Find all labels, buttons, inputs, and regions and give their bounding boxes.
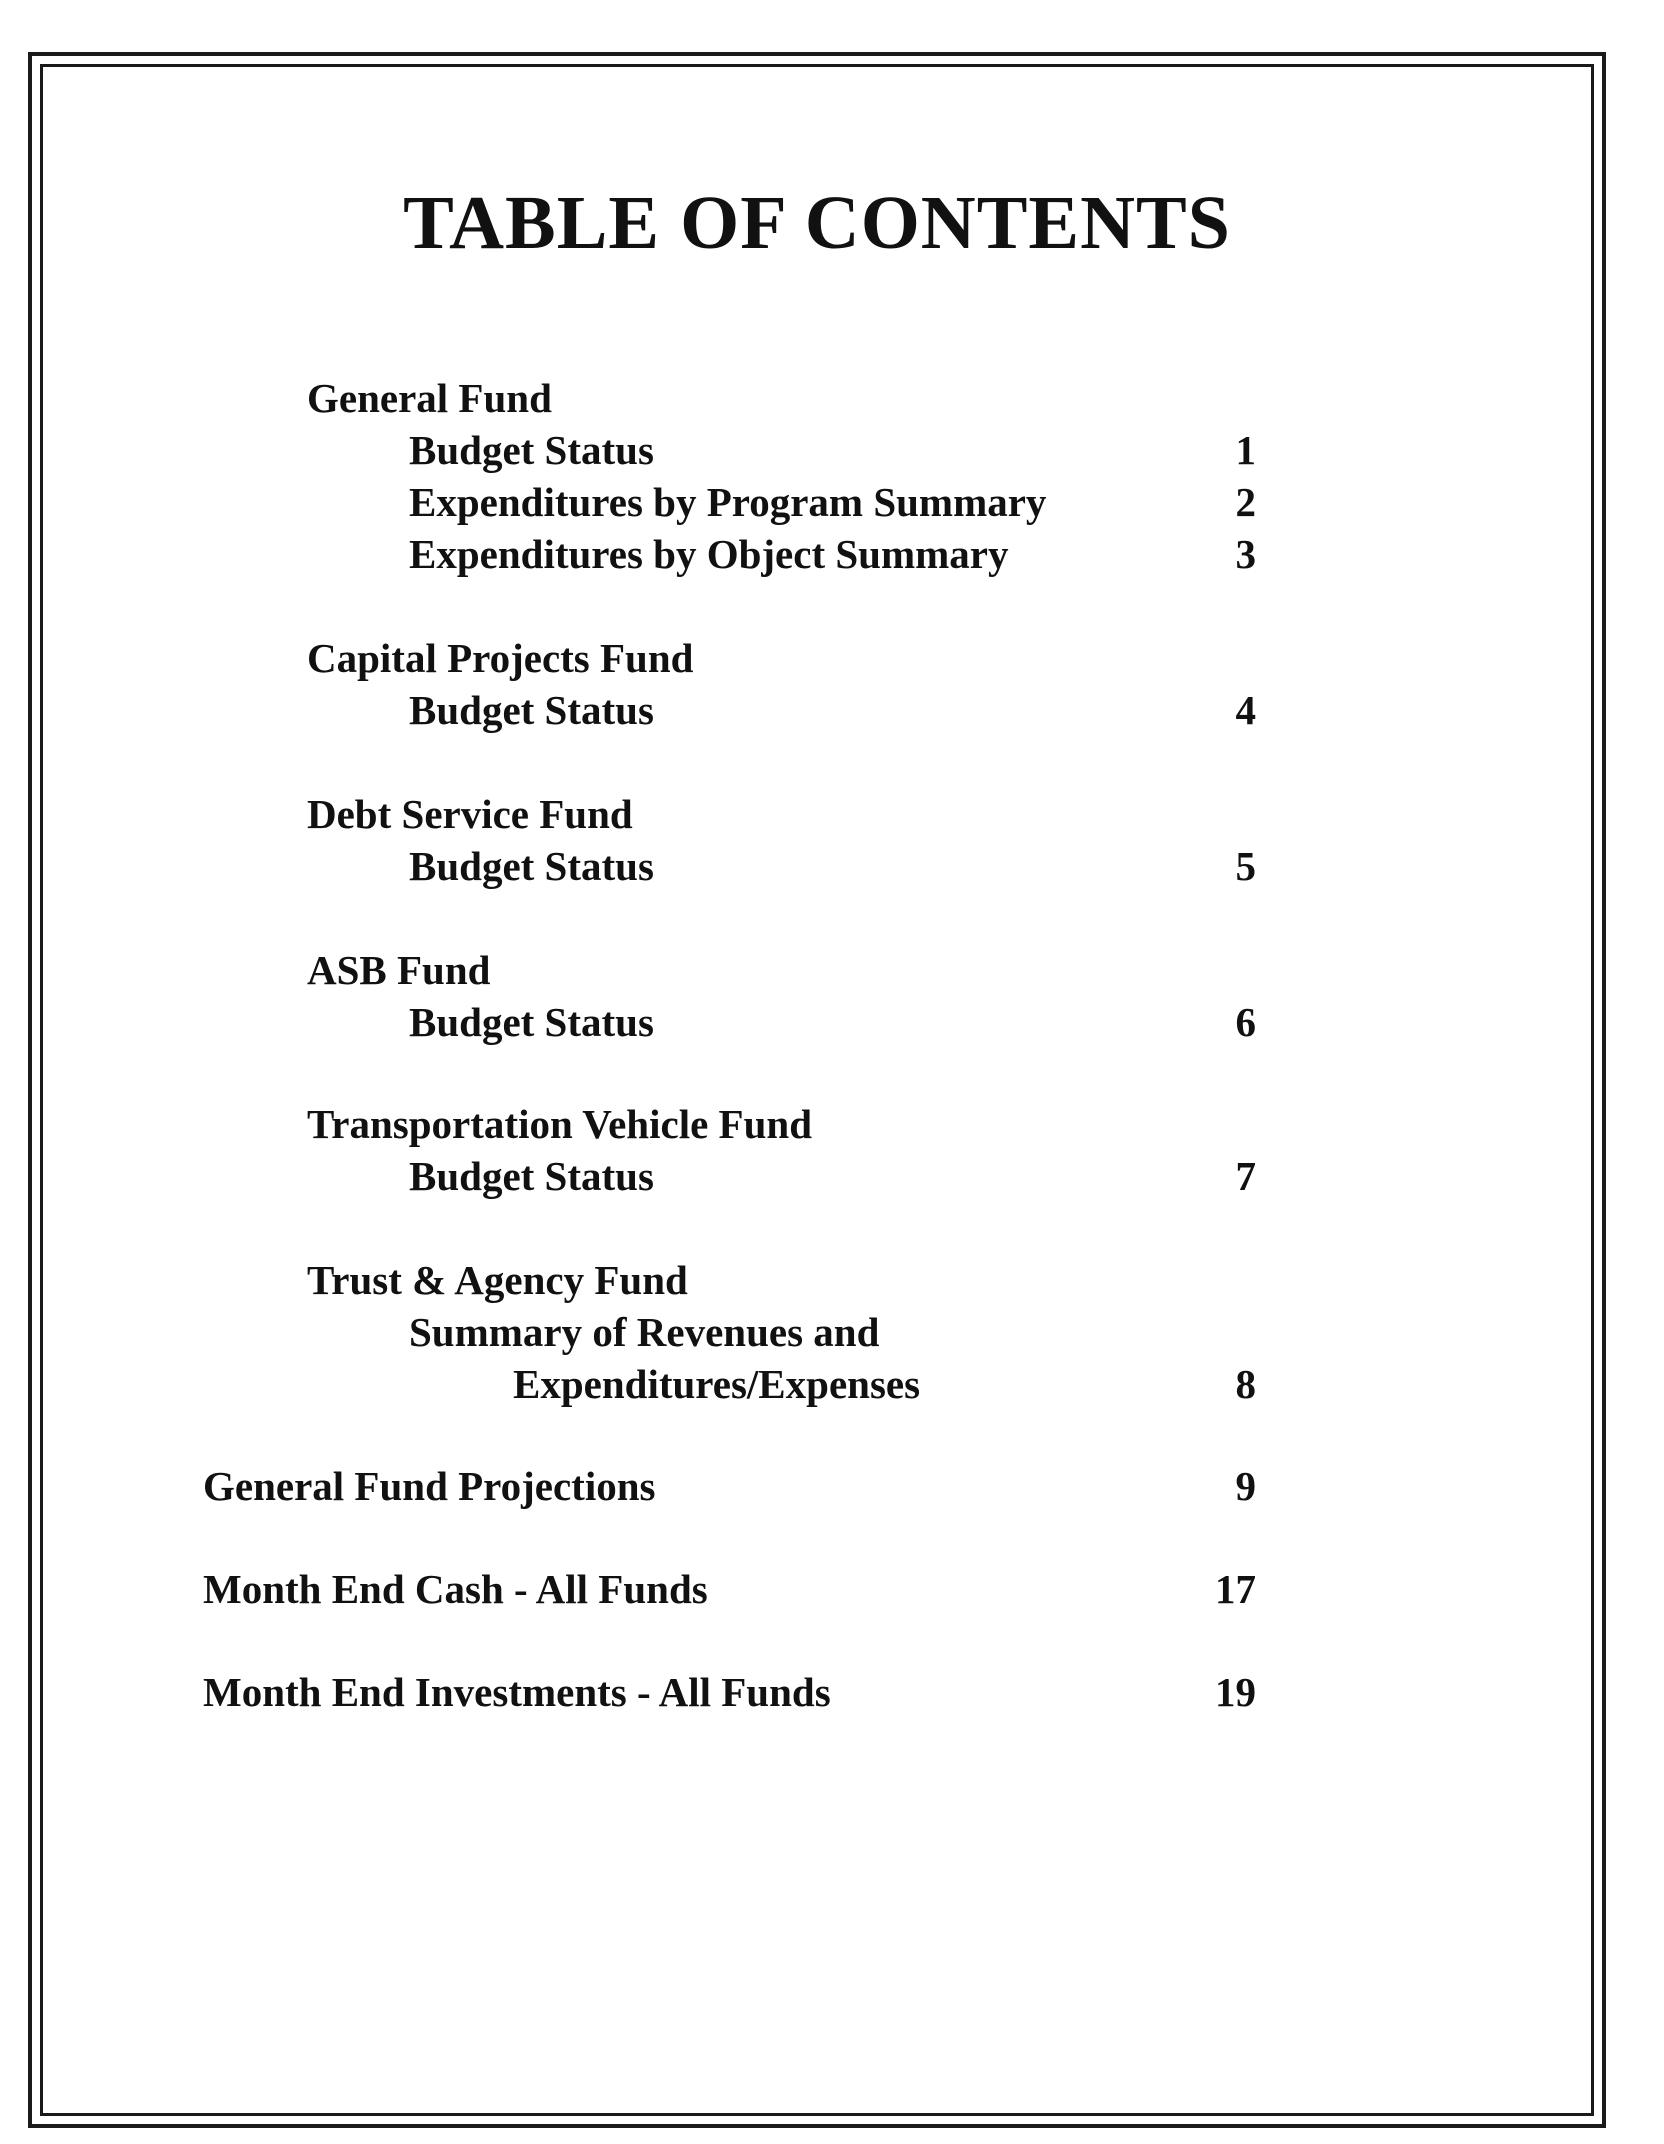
page-border-inner	[40, 64, 1594, 2116]
toc-item-label: Budget Status	[409, 687, 654, 733]
toc-heading-transportation: Transportation Vehicle Fund	[307, 1101, 812, 1147]
toc-item-label: Expenditures by Object Summary	[409, 531, 1009, 577]
toc-heading-capital-projects: Capital Projects Fund	[307, 635, 694, 681]
toc-item-label-line2: Expenditures/Expenses	[513, 1361, 921, 1407]
toc-item-label: Budget Status	[409, 999, 654, 1045]
toc-item-page: 19	[1215, 1669, 1256, 1715]
toc-entry-general-fund-projections: General Fund Projections	[203, 1463, 656, 1509]
toc-item-label: Budget Status	[409, 427, 654, 473]
toc-item-label: Expenditures by Program Summary	[409, 479, 1047, 525]
toc-item-page: 7	[1235, 1153, 1256, 1199]
toc-item-page: 2	[1235, 479, 1256, 525]
toc-item-page: 6	[1235, 999, 1256, 1045]
toc-heading-asb: ASB Fund	[307, 947, 491, 993]
toc-heading-general-fund: General Fund	[307, 375, 552, 421]
toc-item-page: 4	[1235, 687, 1256, 733]
toc-item-label: Budget Status	[409, 843, 654, 889]
toc-item-page: 17	[1215, 1566, 1256, 1612]
toc-entry-month-end-cash: Month End Cash - All Funds	[203, 1566, 708, 1612]
toc-heading-trust-agency: Trust & Agency Fund	[307, 1257, 688, 1303]
toc-item-label: Budget Status	[409, 1153, 654, 1199]
toc-item-page: 9	[1235, 1463, 1256, 1509]
toc-item-page: 8	[1235, 1361, 1256, 1407]
toc-heading-debt-service: Debt Service Fund	[307, 791, 633, 837]
toc-item-page: 5	[1235, 843, 1256, 889]
page-title: TABLE OF CONTENTS	[403, 181, 1231, 265]
toc-item-label-line1: Summary of Revenues and	[409, 1309, 880, 1355]
toc-entry-month-end-investments: Month End Investments - All Funds	[203, 1669, 831, 1715]
toc-item-page: 1	[1235, 427, 1256, 473]
toc-item-page: 3	[1235, 531, 1256, 577]
